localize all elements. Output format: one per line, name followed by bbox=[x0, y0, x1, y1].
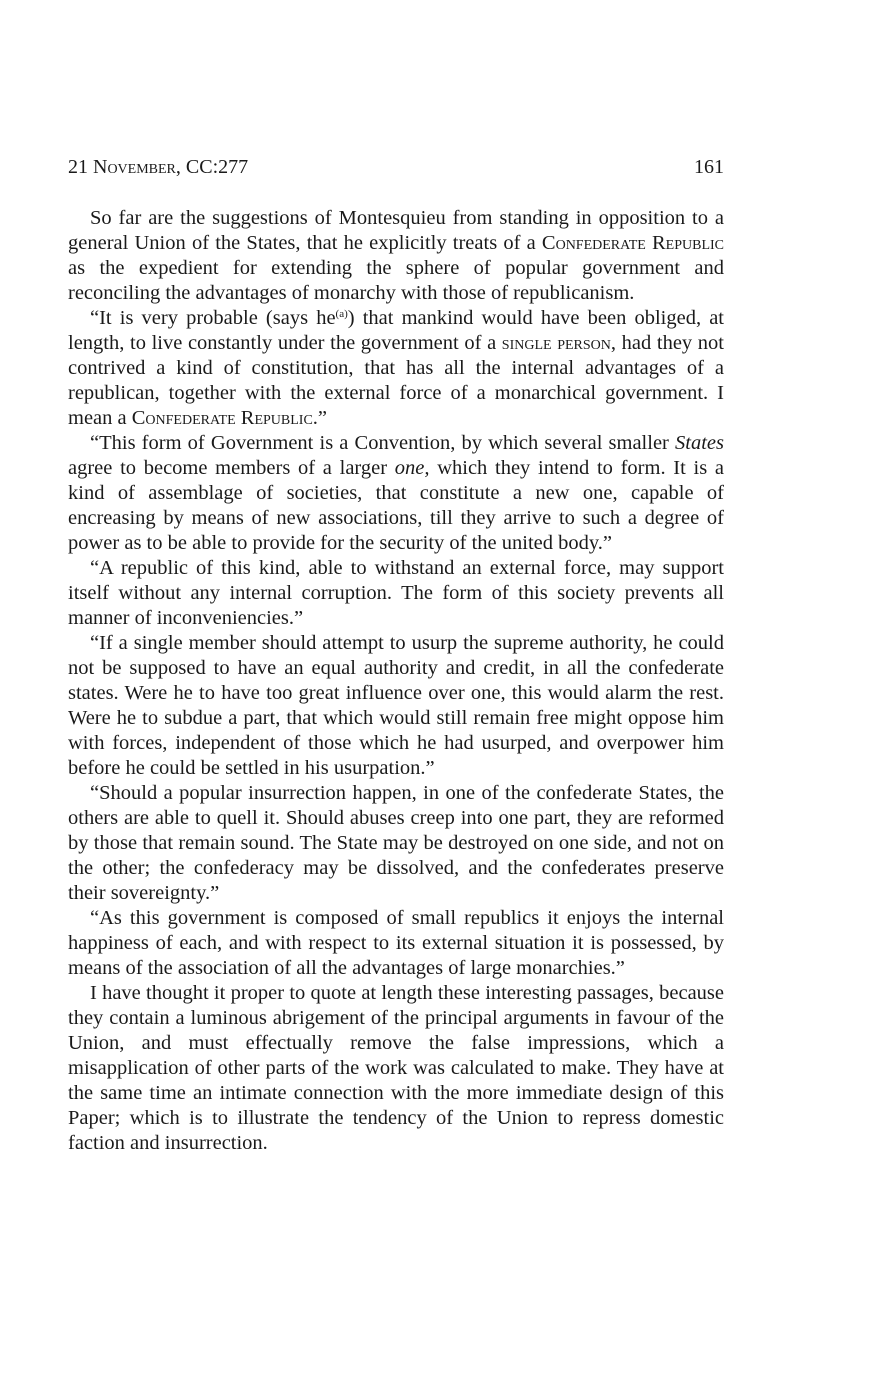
paragraph: “This form of Government is a Convention, by which several smaller States agree to become members of a larger one, which they intend to form. It is a kind of assemblage of societies, that constitute a new one, capable of encreasing by means of new associations, till they arrive to such a degree of power as to be able to provide for the security of the united body.” bbox=[68, 432, 724, 554]
paragraph: So far are the suggestions of Montesquieu from standing in opposition to a general Union of the States, that he explicitly treats of a Confederate Republic as the expedient for extending the sphere of popular government and reconciling the advantages of monarchy with those of republicanism. bbox=[68, 207, 724, 304]
paragraph: “It is very probable (says $he^{(a)}$) that mankind would have been obliged, at length, to live constantly under the government of a single person, had they not contrived a kind of constitution, that has all the internal advantages of a republican, together with the external force of a monarchical government. I mean a Confederate Republic.” bbox=[68, 307, 724, 429]
paragraph: I have thought it proper to quote at length these interesting passages, because they contain a luminous abrigement of the principal arguments in favour of the Union, and must effectually remove the false impressions, which a misapplication of other parts of the work was calculated to make. They have at the same time an intimate connection with the more immediate design of this Paper; which is to illustrate the tendency of the Union to repress domestic faction and insurrection. bbox=[68, 982, 724, 1154]
footnote-marker: (a) bbox=[335, 308, 348, 320]
paragraph: “As this government is composed of small republics it enjoys the internal happiness of each, and with respect to its external situation it is possessed, by means of the association of all the advantages of large monarchies.” bbox=[68, 907, 724, 979]
italic-term: States bbox=[675, 432, 724, 454]
page-number: 161 bbox=[694, 156, 724, 178]
paragraph: “Should a popular insurrection happen, in one of the confederate States, the others are able to quell it. Should abuses creep into one part, they are reformed by those that remain sound. The State may be destroyed on one side, and not on the other; the confederacy may be dissolved, and the confederates preserve their sovereignty.” bbox=[68, 782, 724, 904]
italic-term: one, bbox=[394, 457, 430, 479]
paragraph: “A republic of this kind, able to withstand an external force, may support itself without any internal corruption. The form of this society prevents all manner of inconveniencies.” bbox=[68, 557, 724, 629]
body-text bbox=[68, 206, 724, 1156]
header-date-citation: 21 November, CC:277 bbox=[68, 156, 249, 178]
paragraph: “If a single member should attempt to usurp the supreme authority, he could not be supposed to have an equal authority and credit, in all the confederate states. Were he to have too great influence over one, this would alarm the rest. Were he to subdue a part, that which would still remain free might oppose him with forces, independent of those which he had usurped, and overpower him before he could be settled in his usurpation.” bbox=[68, 632, 724, 779]
small-caps-term: single person bbox=[501, 332, 611, 354]
running-header bbox=[68, 156, 724, 186]
small-caps-term: Confederate Republic bbox=[541, 232, 724, 254]
small-caps-term: Confederate Republic bbox=[131, 407, 313, 429]
